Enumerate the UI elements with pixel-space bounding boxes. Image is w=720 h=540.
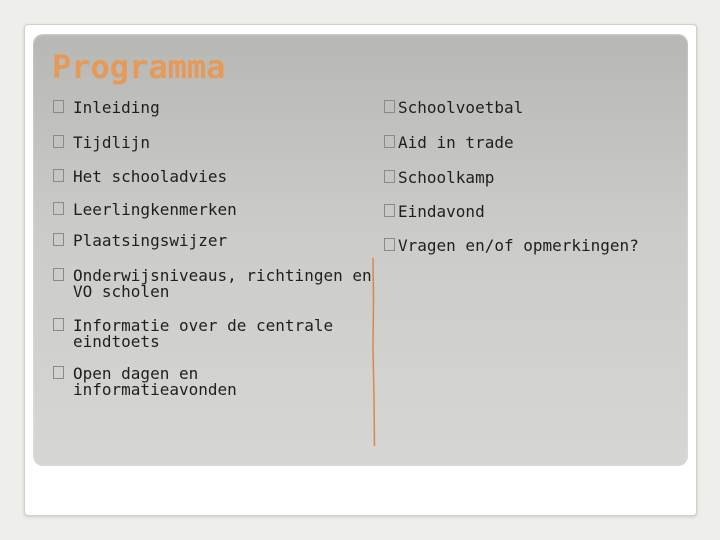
bullet-icon bbox=[384, 135, 395, 148]
list-item-label: Inleiding bbox=[73, 98, 160, 117]
list-item-label-line2: VO scholen bbox=[73, 282, 170, 301]
bullet-icon bbox=[53, 318, 64, 331]
bullet-icon bbox=[53, 366, 64, 379]
list-item-label: Eindavond bbox=[398, 202, 485, 221]
bullet-icon bbox=[53, 135, 64, 148]
bullet-icon bbox=[53, 202, 64, 215]
list-item-label: Schoolvoetbal bbox=[398, 98, 524, 117]
column-divider bbox=[372, 258, 376, 446]
list-item-label-line2: informatieavonden bbox=[73, 380, 237, 399]
slide-title: Programma bbox=[52, 48, 226, 86]
list-item-label: Tijdlijn bbox=[73, 133, 151, 152]
list-item-label: Schoolkamp bbox=[398, 168, 495, 187]
bullet-icon bbox=[53, 233, 64, 246]
bullet-icon bbox=[53, 100, 64, 113]
bullet-icon bbox=[53, 268, 64, 281]
list-item-label: Open dagen en bbox=[73, 364, 199, 383]
list-item-label: Informatie over de centrale bbox=[73, 316, 334, 335]
list-item-label: Aid in trade bbox=[398, 133, 514, 152]
list-item-label: Vragen en/of opmerkingen? bbox=[398, 236, 639, 255]
bullet-icon bbox=[384, 238, 395, 251]
list-item-label: Leerlingkenmerken bbox=[73, 200, 237, 219]
bullet-icon bbox=[53, 169, 64, 182]
list-item-label-line2: eindtoets bbox=[73, 332, 160, 351]
bullet-icon bbox=[384, 204, 395, 217]
bullet-icon bbox=[384, 170, 395, 183]
bullet-icon bbox=[384, 100, 395, 113]
list-item-label: Plaatsingswijzer bbox=[73, 231, 228, 250]
list-item-label: Onderwijsniveaus, richtingen en bbox=[73, 266, 372, 285]
list-item-label: Het schooladvies bbox=[73, 167, 228, 186]
